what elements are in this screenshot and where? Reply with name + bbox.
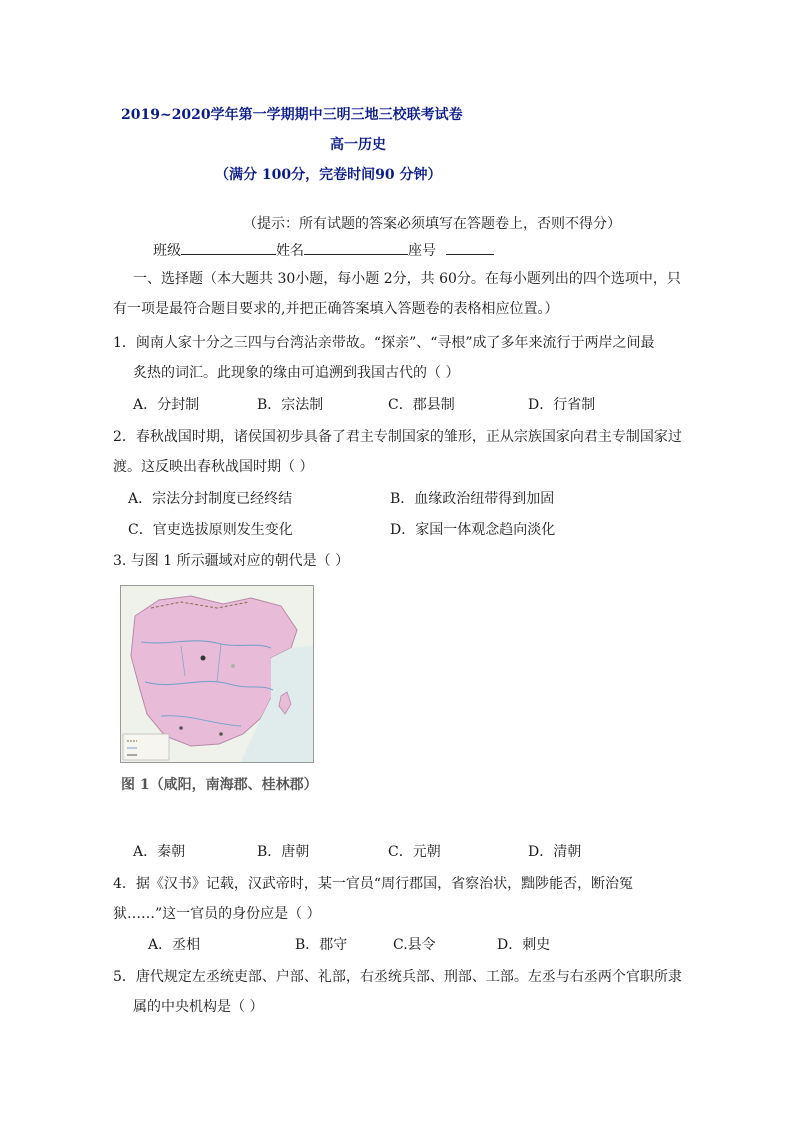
class-field[interactable] xyxy=(181,240,276,255)
figure-1-caption: 图 1（咸阳，南海郡、桂林郡） xyxy=(121,777,318,793)
q4-option-d[interactable]: D．刺史 xyxy=(497,937,551,953)
seat-label: 座号 xyxy=(408,243,436,259)
q4-option-c[interactable]: C.县令 xyxy=(393,937,436,953)
q3-option-a[interactable]: A．秦朝 xyxy=(133,844,186,860)
q1-option-d[interactable]: D．行省制 xyxy=(528,397,596,413)
q3-option-b[interactable]: B．唐朝 xyxy=(257,844,310,860)
question-5-line2: 属的中央机构是（ ） xyxy=(133,999,264,1015)
question-4-line1: 4．据《汉书》记载，汉武帝时，某一官员“周行郡国，省察治状，黜陟能否，断治冤 xyxy=(113,876,634,892)
question-2-line2: 渡。这反映出春秋战国时期（ ） xyxy=(113,459,314,475)
section-intro-line1: 一、选择题（本大题共 30小题，每小题 2分，共 60分。在每小题列出的四个选项中，只 xyxy=(133,271,681,287)
q1-option-b[interactable]: B．宗法制 xyxy=(257,397,324,413)
qin-territory-map xyxy=(120,585,314,763)
student-info-row xyxy=(153,240,494,260)
q2-option-b[interactable]: B．血缘政治纽带得到加固 xyxy=(390,491,555,507)
exam-title: 2019~2020学年第一学期期中三明三地三校联考试卷 xyxy=(121,107,463,123)
score-time: （满分 100分，完卷时间90 分钟） xyxy=(215,167,442,183)
q4-option-b[interactable]: B．郡守 xyxy=(295,937,348,953)
q4-option-a[interactable]: A．丞相 xyxy=(148,937,201,953)
exam-hint: （提示：所有试题的答案必须填写在答题卷上，否则不得分） xyxy=(243,216,621,232)
q2-option-c[interactable]: C．官吏选拔原则发生变化 xyxy=(128,522,293,538)
name-field[interactable] xyxy=(304,240,408,255)
name-label: 姓名 xyxy=(276,243,304,259)
question-4-line2: 狱……”这一官员的身份应是（ ） xyxy=(113,906,321,922)
q2-option-d[interactable]: D．家国一体观念趋向淡化 xyxy=(390,522,556,538)
question-1-line1: 1．闽南人家十分之三四与台湾沾亲带故。“探亲”、“寻根”成了多年来流行于两岸之间最 xyxy=(113,335,655,351)
subject-title: 高一历史 xyxy=(330,137,386,153)
class-label: 班级 xyxy=(153,243,181,259)
map-graphic xyxy=(121,586,313,762)
question-3-line1: 3. 与图 1 所示疆域对应的朝代是（ ） xyxy=(113,553,350,569)
q2-option-a[interactable]: A．宗法分封制度已经终结 xyxy=(128,491,293,507)
q1-option-a[interactable]: A．分封制 xyxy=(133,397,200,413)
q1-option-c[interactable]: C．郡县制 xyxy=(388,397,455,413)
question-2-line1: 2．春秋战国时期，诸侯国初步具备了君主专制国家的雏形，正从宗族国家向君主专制国家过 xyxy=(113,429,682,445)
q3-option-d[interactable]: D．清朝 xyxy=(528,844,582,860)
section-intro-line2: 有一项是最符合题目要求的,并把正确答案填入答题卷的表格相应位置。） xyxy=(113,301,559,317)
q3-option-c[interactable]: C．元朝 xyxy=(388,844,441,860)
question-5-line1: 5．唐代规定左丞统吏部、户部、礼部，右丞统兵部、刑部、工部。左丞与右丞两个官职所隶 xyxy=(113,969,682,985)
question-1-line2: 炙热的词汇。此现象的缘由可追溯到我国古代的（ ） xyxy=(133,365,460,381)
seat-field[interactable] xyxy=(446,240,494,255)
